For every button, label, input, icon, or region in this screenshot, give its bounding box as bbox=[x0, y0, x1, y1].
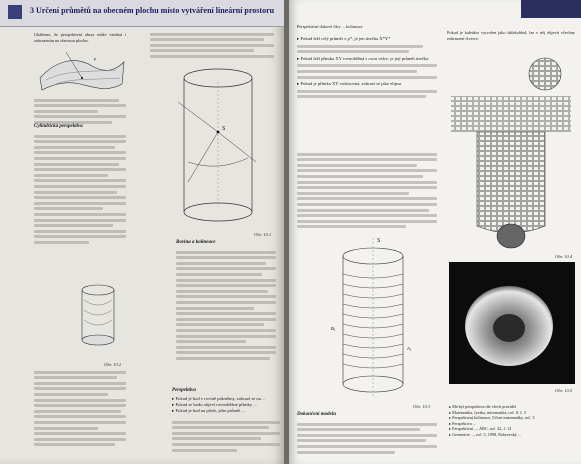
kaleidoscope-photo bbox=[449, 262, 575, 384]
right-column-2-intro-text: Pokud je kaleidos vytvořen jako dalekohled, lze v něj objevit všechny zobrazené čtverce. bbox=[447, 30, 575, 41]
small-cylinder-figure bbox=[70, 280, 126, 360]
reference-5: ▸ Perspektivní ..., ABC, roč. 42, č. 21 bbox=[449, 426, 512, 432]
left-column-1-bottom bbox=[34, 368, 126, 449]
left-column-2-top bbox=[150, 30, 274, 61]
right-column-1-body bbox=[297, 150, 437, 231]
right-page bbox=[289, 0, 581, 464]
list-heading-perspektiva: Perspektiva bbox=[172, 388, 196, 393]
right-column-1-top bbox=[297, 24, 437, 30]
left-bullet-3: ▸ Pokud je bod na ploše, jeho průmět ... bbox=[172, 408, 246, 413]
right-bullet-2: ▸ Pokud leží přímka XY rovnoběžná s osou válce, je její průmět úsečka bbox=[297, 55, 429, 61]
section-heading-model: Dokončení modelu bbox=[297, 412, 337, 417]
left-bullet-list bbox=[172, 396, 280, 414]
reference-2: ▸ Matematika, fyzika, informatika, roč. 8, č. 5 bbox=[449, 409, 527, 415]
section-heading-rovina: Rovina a kolineace bbox=[176, 240, 216, 245]
left-bullet-2: ▸ Pokud se bodu objeví rovnoběžné přímky ... bbox=[172, 402, 257, 407]
left-column-1-body bbox=[34, 96, 126, 127]
figure-label-s-right: S bbox=[377, 238, 381, 244]
left-column-1-section-body bbox=[34, 132, 126, 246]
right-column-heading-note: Perspektivní tlakové čáry ... kolineace bbox=[297, 24, 363, 29]
figure-label-10-2: Obr. 10.2 bbox=[104, 362, 122, 367]
reference-6: ▸ Geometrie ..., roč. 5, 1998, Dobrovský ... bbox=[449, 431, 522, 437]
chapter-title: 3 Určení průmětů na obecném plochu místo vytváření lineární prostoru bbox=[30, 6, 275, 15]
cylinder-projection-figure bbox=[158, 62, 278, 232]
figure-label-b1: B₁ bbox=[331, 326, 336, 331]
right-column-2-intro bbox=[447, 30, 575, 41]
left-column-2-bottom bbox=[172, 418, 280, 454]
figure-label-10-4: Obr. 10.4 bbox=[555, 254, 573, 259]
reference-1: ▸ Má být perspektiva dle všech pravidel bbox=[449, 404, 516, 409]
section-heading-cylindrical: Cylindrická perspektiva bbox=[34, 124, 83, 129]
right-header-bar bbox=[521, 0, 581, 18]
left-column-1 bbox=[34, 32, 126, 43]
intro-paragraph: Ukážeme, že perspektivní obraz může vznikat i zobrazením na obecnou plochu. bbox=[34, 32, 126, 43]
left-page bbox=[0, 0, 286, 464]
left-bullet-1: ▸ Pokud je bod v rovině průmětny, zobrazí se na ... bbox=[172, 396, 266, 401]
saddle-surface-figure bbox=[36, 50, 128, 94]
lattice-cylinder-figure bbox=[449, 56, 573, 256]
references-list bbox=[449, 404, 575, 438]
chapter-header bbox=[0, 0, 286, 27]
figure-label-a1: A₁ bbox=[407, 346, 412, 351]
figure-label-10-3: Obr. 10.3 bbox=[413, 404, 431, 409]
right-bullet-1: ▸ Pokud leží celý průmět v p*, je jen úsečka X*Y* bbox=[297, 36, 391, 41]
left-column-2-body bbox=[176, 248, 276, 362]
right-bullet-3: ▸ Pokud je přímka XY vodorovná, zobrazí se jako elipsa bbox=[297, 81, 401, 87]
figure-label-10-1: Obr. 10.1 bbox=[254, 232, 272, 237]
figure-label-p: p bbox=[94, 56, 97, 61]
chapter-marker bbox=[8, 5, 22, 19]
reference-4: ▸ Perspektiva ... bbox=[449, 420, 476, 426]
reference-3: ▸ Perspektivní kolineace, Učení matematiky, roč. 3 bbox=[449, 415, 535, 421]
figure-label-10-5: Obr. 10.5 bbox=[555, 388, 573, 393]
ringed-cylinder-figure bbox=[309, 234, 437, 402]
right-bullet-list bbox=[297, 36, 437, 101]
figure-label-s: S bbox=[222, 126, 226, 132]
right-column-1-bottom bbox=[297, 420, 437, 456]
